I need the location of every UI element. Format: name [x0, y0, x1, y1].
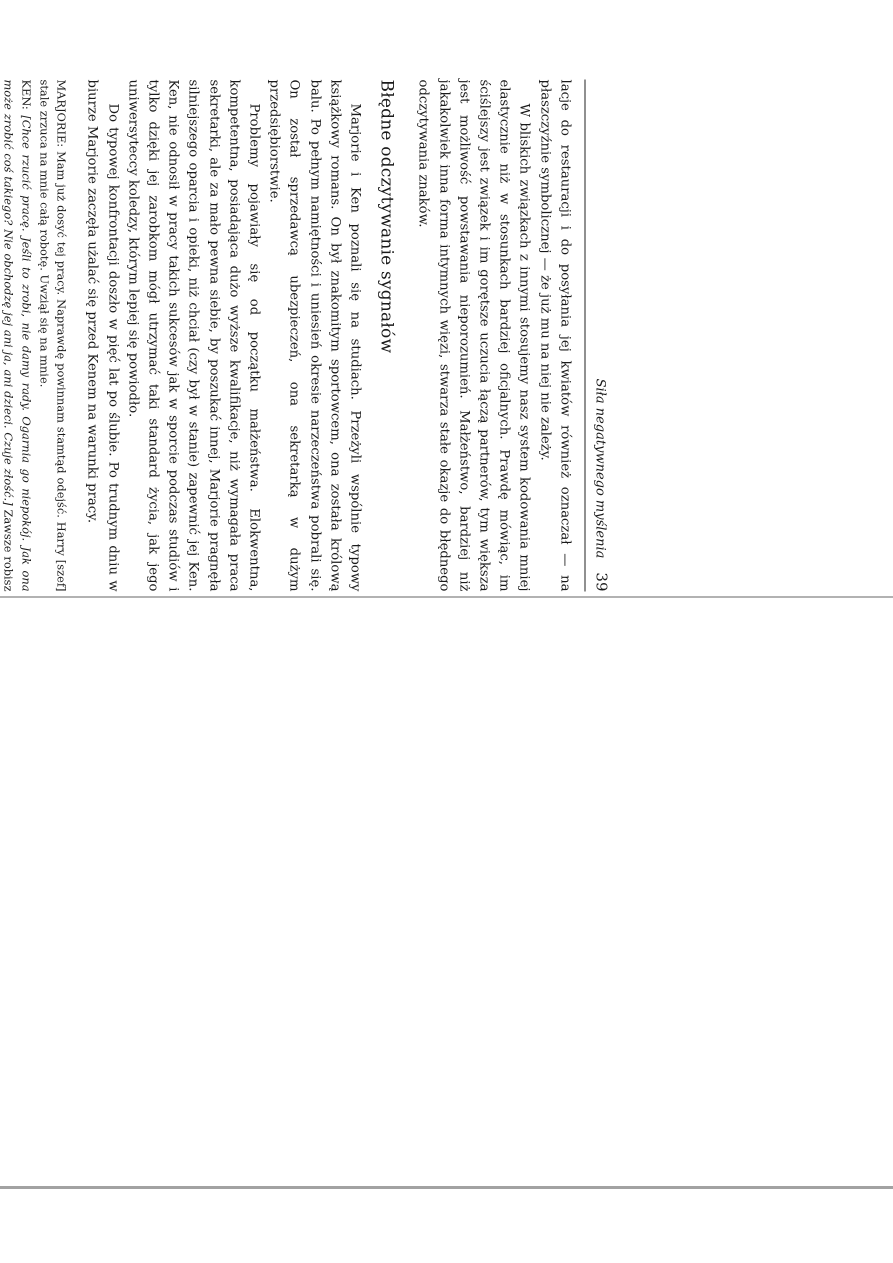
right-page-number: 39 — [592, 572, 611, 592]
text-run: W bliskich związkach z innymi stosujemy nasz system kodowania mniej elastycznie niż w stosunkach bardziej oficjalnych. Prawdę mówiąc, im ściślejszy jest związek i im gorętsze uczucia łączą partnerów, tym większa jest możliwość powstawania nieporozumień. Małżeństwo, bardziej niż jakakolwiek inna forma intymnych więzi, stwarza stałe okazje do błędnego odczytywania znaków. — [415, 79, 532, 592]
text-run: lacje do restauracji i do posyłania jej kwiatów również oznaczał — na płaszczyźnie symbolicznej — że już mu na niej nie zależy. — [537, 79, 573, 592]
dialogue-line — [0, 80, 34, 592]
text-run: Do typowej konfrontacji doszło w pięć lat po ślubie. Po trudnym dniu w biurze Marjorie zaczęła użalać się przed Kenem na warunki pracy. — [84, 79, 121, 592]
paragraph — [263, 80, 364, 592]
right-page — [1, 72, 670, 592]
section-heading: Błędne odczytywanie sygnałów — [376, 79, 397, 354]
right-page-header — [584, 80, 669, 592]
text-run: Problemy pojawiały się od początku małżeństwa. Elokwentna, kompetentna, posiadająca dużo wyższe kwalifikacje, niż wymagała praca sekretarki, ale za mało pewna siebie, by poszukać innej, Marjorie pragnęła silniejszego oparcia i opieki, niż chciał (czy był w stanie) zapewnić jej Ken. Ken, nie odnosił w pracy takich sukcesów jak w sporcie podczas studiów i tylko dzięki jej zarobkom mógł utrzymać taki standard życia, jak jego uniwersyteccy koledzy, którym lepiej się powiodło. — [125, 79, 262, 592]
scanned-spread-rotated — [1, 0, 670, 670]
dialogue-line — [34, 80, 69, 592]
text-run: Zawsze robisz — [1, 509, 16, 592]
text-run: KEN: — [19, 79, 34, 116]
bottom-edge-shadow — [0, 1186, 893, 1189]
text-run: MARJORIE: Mam już dosyć tej pracy. Naprawdę powinnam stamtąd odejść. Harry [szef] stale zrzuca na mnie całą robotę. Uwziął się na mnie. — [37, 79, 69, 592]
right-page-body — [82, 80, 365, 592]
text-run: [Chce rzucić pracę. Jeśli to zrobi, nie damy rady. Ogarnia go niepokój. Jak ona może zrobić coś takiego? Nie obchodzę jej ani ja, ani dzieci. Czuje złość.] — [1, 79, 34, 592]
right-page-body-top — [413, 80, 575, 592]
text-run: Marjorie i Ken poznali się na studiach. Przeżyli wspólnie typowy książkowy romans. On był znakomitym sportowcem, ona została królową balu. Po pełnym namiętności i uniesień okresie narzeczeństwa pobrali się. On został sprzedawcą ubezpieczeń, ona sekretarką w dużym przedsiębiorstwie. — [266, 79, 363, 592]
paragraph — [122, 80, 263, 592]
paragraph — [413, 80, 534, 592]
paragraph — [534, 80, 574, 592]
right-running-title: Siła negatywnego myślenia — [592, 378, 608, 559]
dialogue-block — [0, 80, 70, 592]
paragraph — [82, 80, 122, 592]
